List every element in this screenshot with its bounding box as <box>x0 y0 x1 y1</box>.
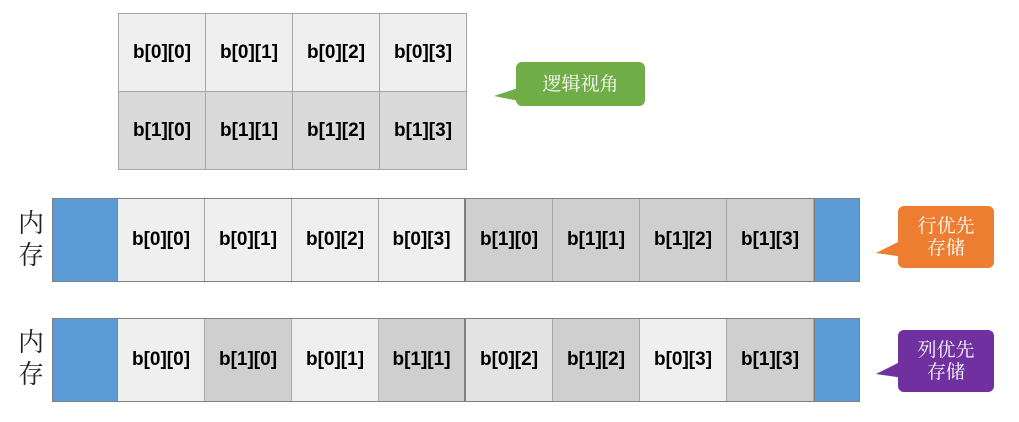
memory-cell: b[0][3] <box>379 199 466 281</box>
row-major-memory <box>52 198 860 282</box>
grid-cell: b[1][1] <box>206 92 293 170</box>
memory-cell: b[0][1] <box>292 319 379 401</box>
col-major-callout-text: 列优先 存储 <box>917 339 975 383</box>
memory-cell: b[1][0] <box>466 199 553 281</box>
memory-cell: b[0][2] <box>466 319 553 401</box>
memory-label-row <box>14 208 48 272</box>
grid-cell: b[0][3] <box>380 14 467 92</box>
memory-cell: b[1][3] <box>727 199 814 281</box>
memory-cell: b[0][1] <box>205 199 292 281</box>
memory-cell: b[0][3] <box>640 319 727 401</box>
memory-cell: b[1][0] <box>205 319 292 401</box>
memory-label-col <box>14 327 48 391</box>
grid-row-1 <box>119 92 467 170</box>
memory-cell: b[0][0] <box>118 199 205 281</box>
memory-cell: b[1][1] <box>379 319 466 401</box>
memory-cell: b[1][1] <box>553 199 640 281</box>
logical-callout-text: 逻辑视角 <box>542 73 619 95</box>
grid-cell: b[0][2] <box>293 14 380 92</box>
col-major-callout <box>898 330 994 392</box>
grid-row-0 <box>119 14 467 92</box>
memory-label-text: 内 存 <box>17 209 44 271</box>
memory-cell: b[1][3] <box>727 319 814 401</box>
memory-end-block <box>814 199 859 281</box>
memory-cell: b[0][0] <box>118 319 205 401</box>
memory-start-block <box>53 199 118 281</box>
memory-cell: b[0][2] <box>292 199 379 281</box>
memory-end-block <box>814 319 859 401</box>
grid-cell: b[1][0] <box>119 92 206 170</box>
logical-grid <box>118 13 467 170</box>
memory-cell: b[1][2] <box>553 319 640 401</box>
memory-cell: b[1][2] <box>640 199 727 281</box>
grid-cell: b[1][3] <box>380 92 467 170</box>
grid-cell: b[0][1] <box>206 14 293 92</box>
row-major-callout-text: 行优先 存储 <box>917 215 975 259</box>
memory-label-text: 内 存 <box>17 328 44 390</box>
grid-cell: b[0][0] <box>119 14 206 92</box>
memory-start-block <box>53 319 118 401</box>
logical-callout <box>516 62 645 106</box>
col-major-memory <box>52 318 860 402</box>
grid-cell: b[1][2] <box>293 92 380 170</box>
row-major-callout <box>898 206 994 268</box>
